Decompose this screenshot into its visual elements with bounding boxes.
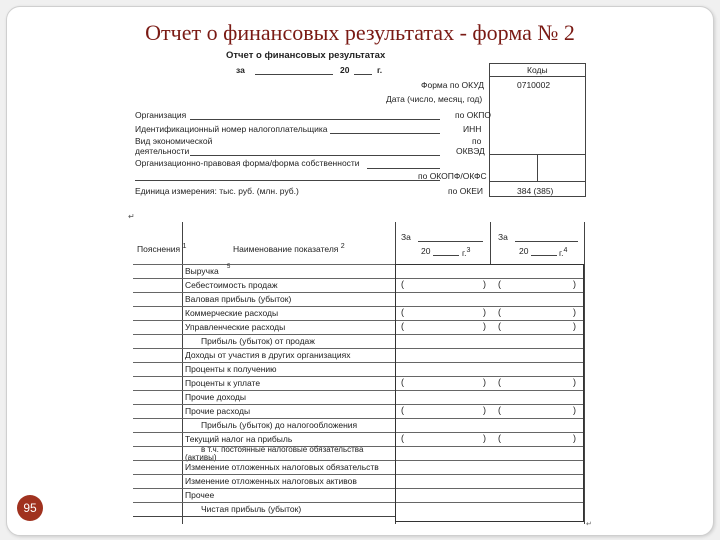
report-period-line (255, 74, 333, 75)
paragraph-mark: ↵ (128, 212, 135, 221)
open-paren: ( (401, 279, 404, 289)
row-label: Чистая прибыль (убыток) (201, 504, 302, 514)
legal-form-line-2 (135, 180, 440, 181)
row-label: Себестоимость продаж (185, 280, 278, 290)
open-paren: ( (498, 279, 501, 289)
period1-za: За (401, 232, 411, 242)
report-title: Отчет о финансовых результатах (226, 50, 386, 61)
row-label: Прочее (185, 490, 215, 500)
results-table (133, 222, 585, 524)
row-label: Изменение отложенных налоговых активов (185, 476, 357, 486)
okopf-code: по ОКОПФ/ОКФС (418, 171, 487, 181)
close-paren: ) (483, 377, 486, 387)
row-label: Доходы от участия в других организациях (185, 350, 351, 360)
row-label: Выручка (185, 266, 219, 276)
inn-line (330, 133, 440, 134)
row-label: Изменение отложенных налоговых обязательств (185, 462, 379, 472)
open-paren: ( (498, 321, 501, 331)
close-paren: ) (573, 307, 576, 317)
open-paren: ( (401, 307, 404, 317)
codes-divider (489, 76, 585, 77)
row-label: Прибыль (убыток) от продаж (201, 336, 315, 346)
period2-za: За (498, 232, 508, 242)
codes-divider (489, 181, 585, 182)
open-paren: ( (401, 321, 404, 331)
page-number-badge: 95 (17, 495, 43, 521)
okved-code: ОКВЭД (456, 146, 485, 156)
okud-label: Форма по ОКУД (421, 80, 484, 90)
open-paren: ( (401, 433, 404, 443)
table-bottom-line (133, 516, 395, 517)
org-line (190, 119, 440, 120)
row-label: Коммерческие расходы (185, 308, 279, 318)
activity-code: по (472, 136, 482, 146)
close-paren: ) (573, 279, 576, 289)
open-paren: ( (498, 377, 501, 387)
codes-split (537, 154, 538, 181)
inn-label: Идентификационный номер налогоплательщика (135, 124, 328, 134)
org-code: по ОКПО (455, 110, 491, 120)
values-box (395, 264, 584, 522)
row-label-continued: (активы) (185, 453, 217, 462)
inn-code: ИНН (463, 124, 482, 134)
col-name-header: Наименование показателя $^2$ (233, 242, 345, 254)
close-paren: ) (483, 405, 486, 415)
close-paren: ) (573, 433, 576, 443)
row-label: Прочие расходы (185, 406, 251, 416)
close-paren: ) (573, 321, 576, 331)
okei-code: 384 (385) (517, 186, 554, 196)
close-paren: ) (483, 307, 486, 317)
okei-label: по ОКЕИ (448, 186, 484, 196)
row-label: Текущий налог на прибыль (185, 434, 293, 444)
row-label: Прочие доходы (185, 392, 246, 402)
row-label: Управленческие расходы (185, 322, 286, 332)
period2-g: г.$^4$ (559, 246, 568, 258)
report-year-line (354, 74, 372, 75)
activity-line (190, 155, 440, 156)
activity-label-2: деятельности (135, 146, 190, 156)
row-label: Проценты к уплате (185, 378, 261, 388)
open-paren: ( (498, 405, 501, 415)
col-note-header: Пояснения $^1$ (137, 242, 187, 254)
org-label: Организация (135, 110, 187, 120)
close-paren: ) (573, 377, 576, 387)
close-paren: ) (483, 433, 486, 443)
date-label: Дата (число, месяц, год) (386, 94, 483, 104)
report-za: за (236, 65, 245, 75)
okud-code: 0710002 (517, 80, 551, 90)
report-year-suffix: г. (377, 65, 383, 75)
report-year-prefix: 20 (340, 65, 350, 75)
row-label: Проценты к получению (185, 364, 277, 374)
slide-title: Отчет о финансовых результатах - форма № 2 (145, 20, 575, 45)
activity-label: Вид экономической (135, 136, 213, 146)
period2-year: 20 (519, 246, 529, 256)
unit-label: Единица измерения: тыс. руб. (млн. руб.) (135, 186, 299, 196)
open-paren: ( (401, 377, 404, 387)
close-paren: ) (483, 279, 486, 289)
open-paren: ( (401, 405, 404, 415)
codes-label: Коды (527, 65, 548, 75)
open-paren: ( (498, 307, 501, 317)
legal-form-line (367, 168, 440, 169)
close-paren: ) (573, 405, 576, 415)
close-paren: ) (483, 321, 486, 331)
paragraph-mark-end: ↵ (586, 521, 592, 528)
row-label: Валовая прибыль (убыток) (185, 294, 292, 304)
period1-g: г.$^3$ (462, 246, 471, 258)
open-paren: ( (498, 433, 501, 443)
row-label: в т.ч. постоянные налоговые обязательства (201, 445, 364, 454)
row-label: Прибыль (убыток) до налогообложения (201, 420, 358, 430)
legal-form-label: Организационно-правовая форма/форма собственности (135, 158, 360, 168)
row-label-mark: 5 (227, 264, 231, 270)
period1-year: 20 (421, 246, 431, 256)
